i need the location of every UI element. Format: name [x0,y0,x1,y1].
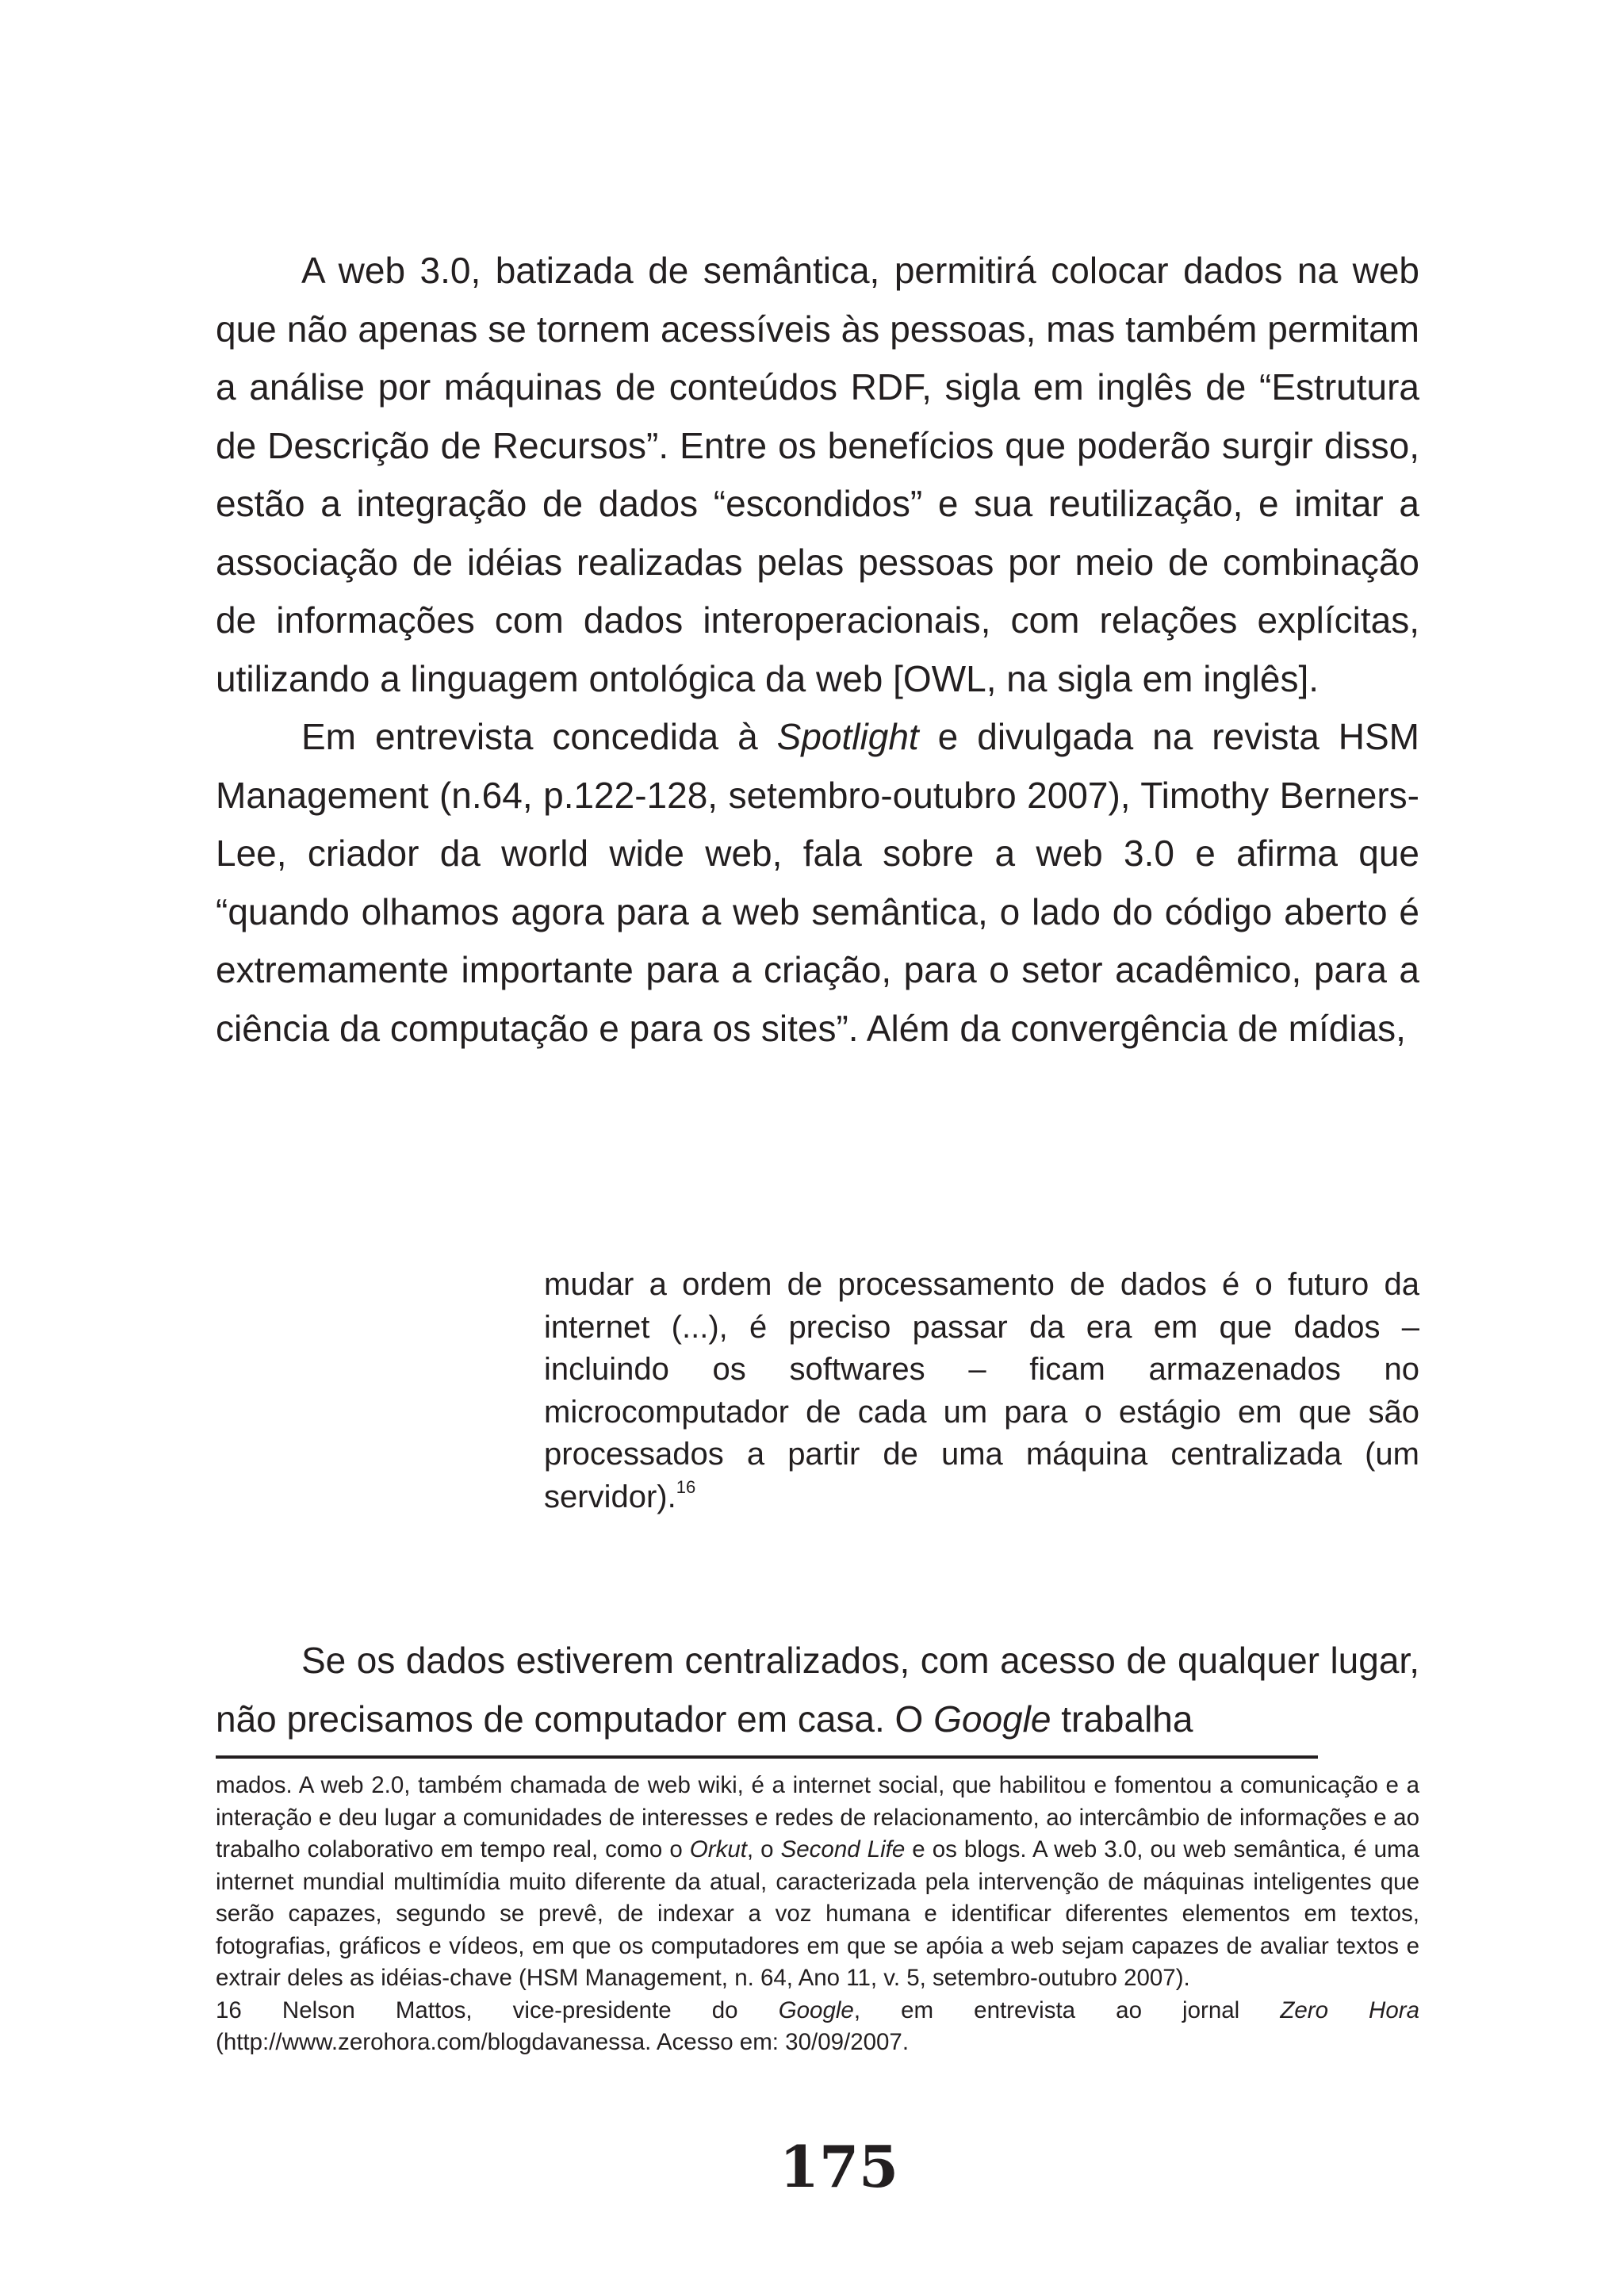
footnote-16-mid: , em entrevista ao jornal [853,1996,1281,2023]
footnote-continued [216,1770,1419,1995]
footnote-16-number: 16 [216,1996,242,2023]
footnote-google-italic: Google [778,1996,854,2023]
zero-hora-italic: Zero Hora [1280,1996,1419,2023]
paragraph-interview [216,708,1419,1058]
paragraph-centralized-data [216,1632,1419,1748]
paragraph-web-3-0: A web 3.0, batizada de semântica, permitirá colocar dados na web que não apenas se tornem acessíveis às pessoas, mas também permitam a análise por máquinas de conteúdos RDF, sigla em inglês de “Estrutura de Descrição de Recursos”. Entre os benefícios que poderão surgir disso, estão a integração de dados “escondidos” e sua reutilização, e imitar a associação de idéias realizadas pelas pessoas por meio de combinação de informações com dados interoperacionais, com relações explícitas, utilizando a linguagem ontológica da web [OWL, na sigla em inglês]. [216,250,1419,699]
paragraph-centralized-end: trabalha [1051,1698,1193,1740]
body-text-top [216,242,1419,1058]
body-text-bottom [216,1632,1419,1748]
google-italic: Google [933,1698,1051,1740]
footnote-16-end: (http://www.zerohora.com/blogdavanessa. Acesso em: 30/09/2007. [216,2029,910,2055]
footnote-16-start: Nelson Mattos, vice-presidente do [241,1996,779,2023]
page-number: 175 [779,2133,899,2200]
footnote-continued-part2: , o [746,1836,781,1862]
paragraph-centralized-start: Se os dados estiverem centralizados, com acesso de qualquer lugar, não precisamos de computador em casa. O [216,1640,1419,1740]
paragraph-interview-end: e divulgada na revista HSM Management (n.64, p.122-128, setembro-outubro 2007), Timothy Berners-Lee, criador da world wide web, fala sobre a web 3.0 e afirma que “quando olhamos agora para a web semântica, o lado do código aberto é extremamente importante para a criação, para o setor acadêmico, para a ciência da computação e para os sites”. Além da convergência de mídias, [216,716,1419,1049]
block-quote [544,1264,1419,1518]
footnotes [216,1770,1419,2059]
paragraph-interview-start: Em entrevista concedida à [301,716,777,757]
footnote-reference-16: 16 [676,1476,696,1497]
block-quote-body: mudar a ordem de processamento de dados é o futuro da internet (...), é preciso passar da era em que dados – incluindo os softwares – ficam armazenados no microcomputador de cada um para o estágio em que são processados a partir de uma máquina centralizada (um servidor). [544,1267,1419,1514]
block-quote-text [544,1264,1419,1518]
orkut-italic: Orkut [689,1836,747,1862]
footnote-16 [216,1995,1419,2059]
footnote-continued-part3: e os blogs. A web 3.0, ou web semântica, é uma internet mundial multimídia muito diferente da atual, caracterizada pela intervenção de máquinas inteligentes que serão capazes, segundo se prevê, de indexar a voz humana e identificar diferentes elementos em textos, fotografias, gráficos e vídeos, em que os computadores em que se apóia a web sejam capazes de avaliar textos e extrair deles as idéias-chave (HSM Management, n. 64, Ano 11, v. 5, setembro-outubro 2007). [216,1836,1419,1991]
spotlight-italic: Spotlight [776,716,919,757]
second-life-italic: Second Life [780,1836,906,1862]
footnote-continued-part1: mados. A web 2.0, também chamada de web wiki, é a internet social, que habilitou e fomentou a comunicação e a interação e deu lugar a comunidades de interesses e redes de relacionamento, ao intercâmbio de informações e ao trabalho colaborativo em tempo real, como o [216,1772,1419,1862]
footnote-separator [216,1755,1318,1759]
